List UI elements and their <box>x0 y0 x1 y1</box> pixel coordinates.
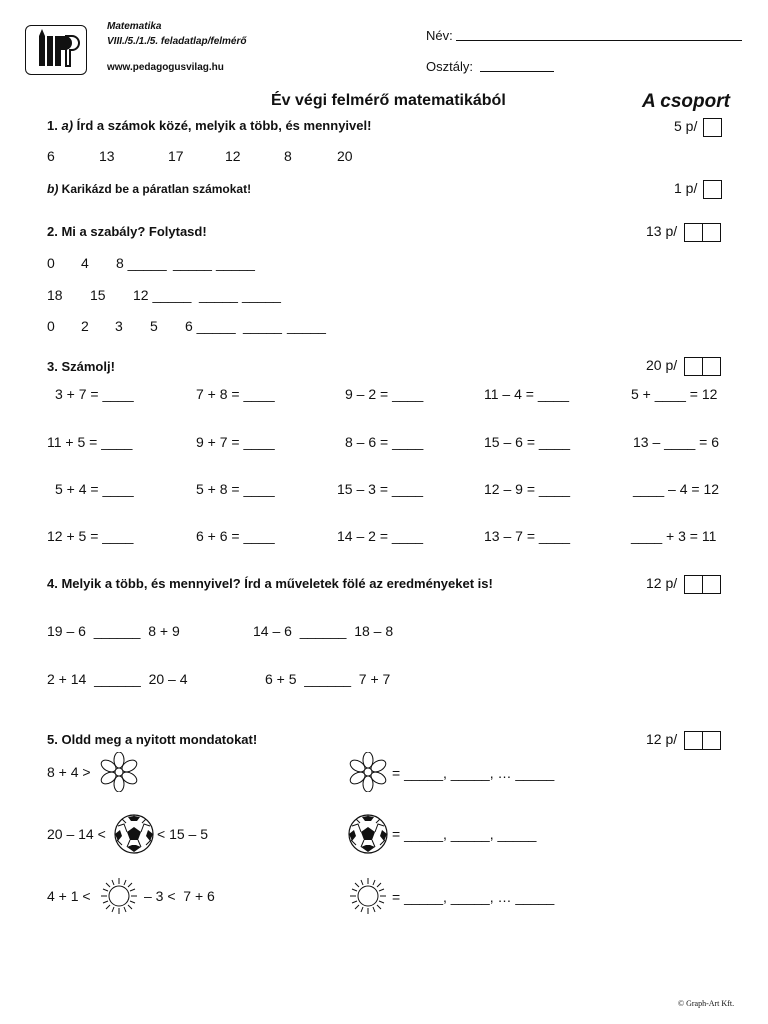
header-url: www.pedagogusvilag.hu <box>107 62 224 73</box>
sequence-item: 3 <box>115 318 123 334</box>
open-sentence-3a: 4 + 1 < <box>47 888 91 904</box>
sequence-item[interactable]: _____ <box>287 318 326 334</box>
task1-number: 1. <box>47 118 58 133</box>
header-subject: Matematika <box>107 21 162 32</box>
task1-a-points: 5 p/ <box>674 118 698 134</box>
task2-score-box-2[interactable] <box>702 223 721 242</box>
task4-score-box-1[interactable] <box>684 575 703 594</box>
copyright: © Graph-Art Kft. <box>678 999 735 1008</box>
task4-number: 4. <box>47 576 58 591</box>
class-field-label: Osztály: <box>426 59 473 74</box>
group-label: A csoport <box>642 91 730 112</box>
open-sentence-2a: 20 – 14 < <box>47 826 106 842</box>
sequence-item: 4 <box>81 255 89 271</box>
task4-text: Melyik a több, és mennyivel? Írd a műveletek fölé az eredményeket is! <box>61 576 493 591</box>
sequence-item[interactable]: 6 _____ <box>185 318 236 334</box>
comparison-item[interactable]: 19 – 6 ______ 8 + 9 <box>47 623 180 639</box>
task1-b-score-box[interactable] <box>703 180 722 199</box>
logo-graphic-icon <box>26 26 86 74</box>
task5-points: 12 p/ <box>646 731 678 747</box>
sun-icon <box>99 876 139 916</box>
equation-item[interactable]: 3 + 7 = ____ <box>55 386 134 402</box>
solution-ball[interactable]: = _____, _____, _____ <box>392 826 537 842</box>
task1-b-heading <box>47 182 251 196</box>
header-code: VIII./5./1./5. feladatlap/felmérő <box>107 36 247 47</box>
name-field-label: Név: <box>426 28 453 43</box>
sequence-item[interactable]: _____ <box>242 287 281 303</box>
task2-score-box-1[interactable] <box>684 223 703 242</box>
task1-b-points: 1 p/ <box>674 180 698 196</box>
comparison-item[interactable]: 6 + 5 ______ 7 + 7 <box>265 671 391 687</box>
task1-b-text: Karikázd be a páratlan számokat! <box>61 182 252 196</box>
equation-item[interactable]: 13 – 7 = ____ <box>484 528 571 544</box>
sequence-item[interactable]: _____ <box>173 255 212 271</box>
equation-item[interactable]: 5 + 4 = ____ <box>55 481 134 497</box>
equation-item[interactable]: 9 – 2 = ____ <box>345 386 424 402</box>
equation-item[interactable]: 11 – 4 = ____ <box>484 386 569 402</box>
sun-icon <box>348 876 388 916</box>
task1-a-marker: a) <box>61 118 74 133</box>
flower-icon <box>99 752 139 792</box>
equation-item[interactable]: 15 – 3 = ____ <box>337 481 424 497</box>
task5-score-box-1[interactable] <box>684 731 703 750</box>
number-item: 8 <box>284 148 292 164</box>
task3-score-box-1[interactable] <box>684 357 703 376</box>
task5-heading <box>47 732 257 747</box>
sequence-item: 2 <box>81 318 89 334</box>
soccer-ball-icon <box>114 814 154 854</box>
equation-item[interactable]: 5 + ____ = 12 <box>631 386 718 402</box>
task3-score-box-2[interactable] <box>702 357 721 376</box>
task3-number: 3. <box>47 359 58 374</box>
equation-item[interactable]: 9 + 7 = ____ <box>196 434 275 450</box>
task1-heading <box>47 118 371 133</box>
task3-heading <box>47 359 115 374</box>
publisher-logo <box>25 25 87 75</box>
task5-number: 5. <box>47 732 58 747</box>
task5-text: Oldd meg a nyitott mondatokat! <box>61 732 258 747</box>
open-sentence-3b: – 3 < 7 + 6 <box>144 888 215 904</box>
equation-item[interactable]: ____ + 3 = 11 <box>631 528 717 544</box>
task1-a-score-box[interactable] <box>703 118 722 137</box>
sequence-item[interactable]: 12 _____ <box>133 287 192 303</box>
sequence-item[interactable]: _____ <box>199 287 238 303</box>
flower-icon <box>348 752 388 792</box>
sequence-item: 0 <box>47 318 55 334</box>
task3-points: 20 p/ <box>646 357 678 373</box>
equation-item[interactable]: 12 + 5 = ____ <box>47 528 134 544</box>
task5-score-box-2[interactable] <box>702 731 721 750</box>
sequence-item: 18 <box>47 287 63 303</box>
equation-item[interactable]: 7 + 8 = ____ <box>196 386 275 402</box>
sequence-item[interactable]: _____ <box>243 318 282 334</box>
page-title: Év végi felmérő matematikából <box>271 92 506 109</box>
sequence-item[interactable]: 8 _____ <box>116 255 167 271</box>
number-item: 17 <box>168 148 184 164</box>
task4-heading <box>47 576 493 591</box>
equation-item[interactable]: 14 – 2 = ____ <box>337 528 424 544</box>
sequence-item[interactable]: _____ <box>216 255 255 271</box>
open-sentence-2b: < 15 – 5 <box>157 826 208 842</box>
task4-score-box-2[interactable] <box>702 575 721 594</box>
task3-text: Számolj! <box>61 359 115 374</box>
comparison-item[interactable]: 14 – 6 ______ 18 – 8 <box>253 623 394 639</box>
task4-points: 12 p/ <box>646 575 678 591</box>
open-sentence-1: 8 + 4 > <box>47 764 91 780</box>
class-field-line[interactable] <box>480 71 554 72</box>
task1-a-text: Írd a számok közé, melyik a több, és mennyivel! <box>76 118 372 133</box>
sequence-item: 0 <box>47 255 55 271</box>
equation-item[interactable]: 6 + 6 = ____ <box>196 528 275 544</box>
equation-item[interactable]: 12 – 9 = ____ <box>484 481 571 497</box>
soccer-ball-icon <box>348 814 388 854</box>
sequence-item: 15 <box>90 287 106 303</box>
equation-item[interactable]: 11 + 5 = ____ <box>47 434 133 450</box>
equation-item[interactable]: 8 – 6 = ____ <box>345 434 424 450</box>
equation-item[interactable]: 13 – ____ = 6 <box>633 434 720 450</box>
number-item: 20 <box>337 148 353 164</box>
task1-b-marker: b) <box>47 182 59 196</box>
equation-item[interactable]: 5 + 8 = ____ <box>196 481 275 497</box>
number-item: 12 <box>225 148 241 164</box>
sequence-item: 5 <box>150 318 158 334</box>
number-item: 6 <box>47 148 55 164</box>
name-field-line[interactable] <box>456 40 742 41</box>
comparison-item[interactable]: 2 + 14 ______ 20 – 4 <box>47 671 188 687</box>
solution-sun[interactable]: = _____, _____, … _____ <box>392 889 555 905</box>
number-item: 13 <box>99 148 115 164</box>
task2-heading <box>47 224 207 239</box>
solution-flower[interactable]: = _____, _____, … _____ <box>392 765 555 781</box>
equation-item[interactable]: ____ – 4 = 12 <box>633 481 720 497</box>
equation-item[interactable]: 15 – 6 = ____ <box>484 434 571 450</box>
task2-text: Mi a szabály? Folytasd! <box>61 224 207 239</box>
task2-points: 13 p/ <box>646 223 678 239</box>
task2-number: 2. <box>47 224 58 239</box>
